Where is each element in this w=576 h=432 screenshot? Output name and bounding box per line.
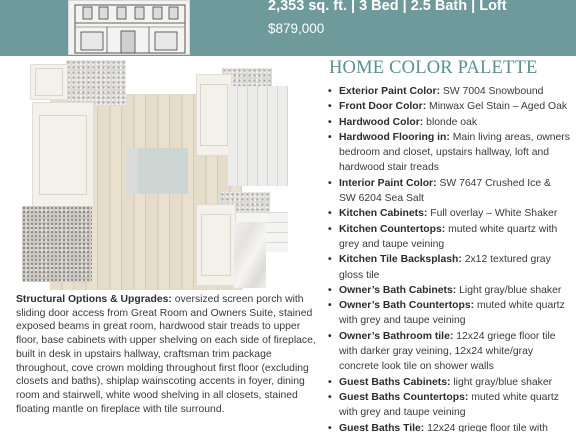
small-cabinet-swatch [30, 64, 68, 100]
countertop-sample-swatch [66, 60, 126, 106]
palette-item-kitchen-backsplash: • Kitchen Tile Backsplash: 2x12 textured gray gloss tile [327, 252, 570, 283]
palette-title: HOME COLOR PALETTE [329, 58, 538, 78]
sea-salt-paint-swatch [138, 148, 188, 194]
palette-item-exterior-paint: • Exterior Paint Color: SW 7004 Snowbound [327, 84, 570, 99]
guest-bath-cabinet-swatch [196, 204, 236, 286]
shower-tile-swatch [234, 222, 266, 288]
palette-item-hardwood-color: • Hardwood Color: blonde oak [327, 115, 570, 130]
header-banner [0, 0, 576, 56]
house-elevation-image [68, 0, 190, 55]
home-stats: 2,353 sq. ft. | 3 Bed | 2.5 Bath | Loft [268, 0, 507, 14]
structural-options-paragraph [16, 293, 318, 416]
white-shaker-cabinet-swatch [32, 102, 94, 208]
material-moodboard [16, 58, 316, 290]
structural-options-text: oversized screen porch with sliding door access from Great Room and Owners Suite, stained exposed beams in great room, hardwood stair treads to upper floor, base cabinets with upper shelving on each side of fireplace, built in desk in upstairs hallway, craftsman trim package throughout, cove crown molding throughout first floor (excluding closets and baths), shiplap wainscoting accents in foyer, dining room and stairwell, white wood shelving in all closets, stained floating mantle on fireplace with tile surround. [16, 294, 316, 415]
palette-item-interior-paint: • Interior Paint Color: SW 7647 Crushed Ice & SW 6204 Sea Salt [327, 176, 570, 207]
palette-item-owners-bath-tile: • Owner’s Bathroom tile: 12x24 griege floor tile with darker gray veining, 12x24 white/gray concrete look tile on shower walls [327, 329, 570, 375]
structural-options-label: Structural Options & Upgrades: [16, 294, 172, 305]
shiplap-swatch [228, 86, 288, 186]
palette-list [327, 84, 570, 432]
palette-item-front-door: • Front Door Color: Minwax Gel Stain – Aged Oak [327, 99, 570, 114]
palette-item-guest-bath-cabinets: • Guest Baths Cabinets: light gray/blue shaker [327, 375, 570, 390]
palette-item-owners-bath-countertops: • Owner’s Bath Countertops: muted white quartz with grey and taupe veining [327, 298, 570, 329]
palette-item-kitchen-cabinets: • Kitchen Cabinets: Full overlay – White Shaker [327, 206, 570, 221]
home-price: $879,000 [268, 21, 325, 36]
palette-item-kitchen-countertops: • Kitchen Countertops: muted white quartz with grey and taupe veining [327, 222, 570, 253]
palette-item-hardwood-flooring: • Hardwood Flooring in: Main living areas, owners bedroom and closet, upstairs hallway, loft and hardwood stair treads [327, 130, 570, 176]
palette-item-owners-bath-cabinets: • Owner’s Bath Cabinets: Light gray/blue shaker [327, 283, 570, 298]
granite-swatch [22, 206, 92, 282]
palette-item-guest-bath-countertops: • Guest Baths Countertops: muted white quartz with grey and taupe veining [327, 390, 570, 421]
palette-item-guest-bath-tile: • Guest Baths Tile: 12x24 griege floor tile with [327, 421, 570, 432]
bath-cabinet-swatch [196, 74, 232, 156]
